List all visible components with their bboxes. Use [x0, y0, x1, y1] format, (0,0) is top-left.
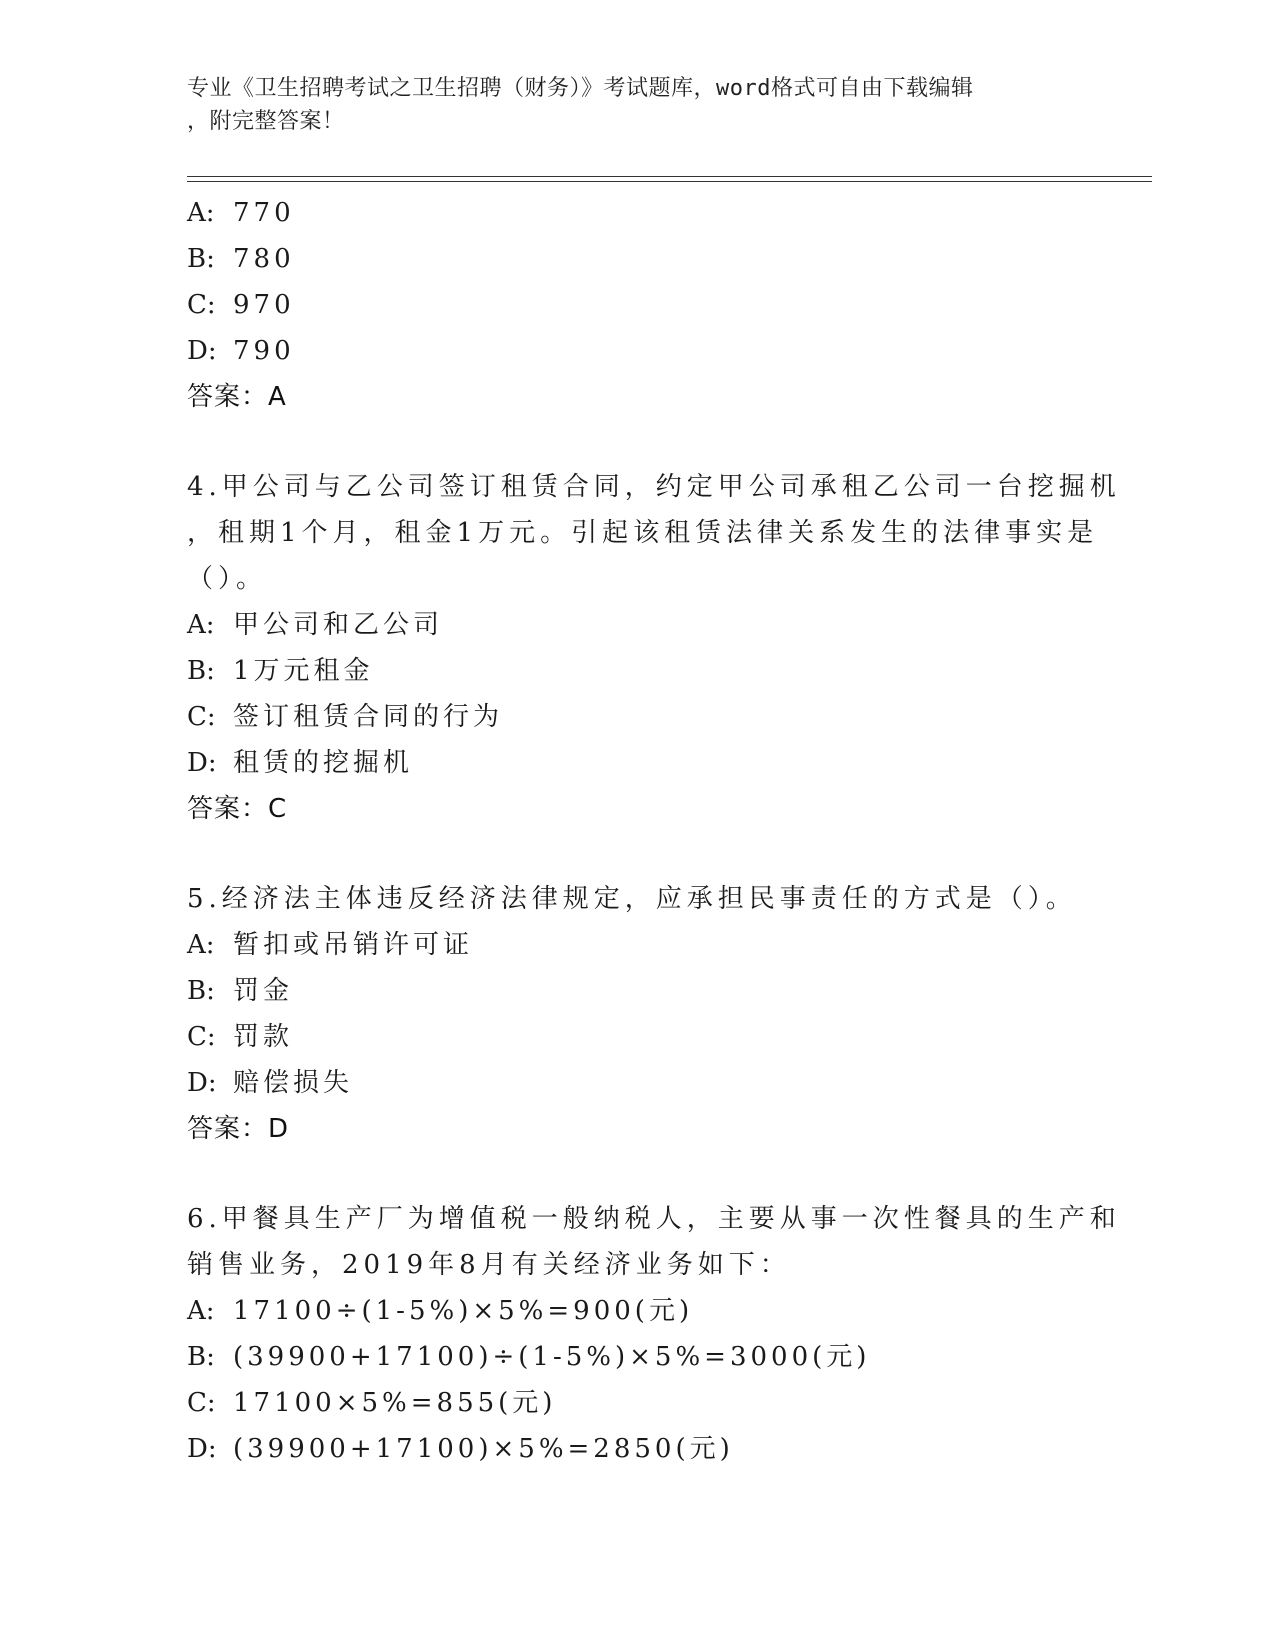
- option-text: 17100×5%=855(元): [233, 1388, 557, 1418]
- question-4-option-b: [187, 648, 1087, 694]
- question-4-stem: [187, 464, 1121, 602]
- option-key: A:: [187, 1296, 215, 1326]
- option-key: D:: [187, 336, 217, 366]
- question-4-option-a: [187, 602, 1087, 648]
- question-3-answer: 答案：A: [187, 382, 287, 412]
- question-6-stem-line-1: 6.甲餐具生产厂为增值税一般纳税人，主要从事一次性餐具的生产和: [187, 1204, 1121, 1234]
- question-6-option-c: [187, 1380, 1087, 1426]
- question-4-answer: 答案：C: [187, 794, 288, 824]
- option-key: B:: [187, 656, 215, 686]
- question-5-option-d: [187, 1060, 1087, 1106]
- header-divider-top: [187, 176, 1152, 177]
- question-6-option-b: [187, 1334, 1087, 1380]
- option-key: B:: [187, 244, 215, 274]
- question-5-option-b: [187, 968, 1087, 1014]
- option-text: 970: [233, 290, 295, 320]
- header-title-line-2: ，附完整答案！: [187, 109, 345, 134]
- section-spacer: [187, 832, 1087, 876]
- question-5-answer: 答案：D: [187, 1114, 290, 1144]
- option-text: 1万元租金: [233, 656, 374, 686]
- option-key: A:: [187, 930, 215, 960]
- option-text: 罚款: [233, 1022, 294, 1052]
- option-text: 17100÷(1-5%)×5%=900(元): [233, 1296, 694, 1326]
- question-6-stem-line-2: 销售业务，2019年8月有关经济业务如下：: [187, 1250, 791, 1280]
- option-text: 770: [233, 198, 295, 228]
- question-4-stem-line-1: 4.甲公司与乙公司签订租赁合同，约定甲公司承租乙公司一台挖掘机: [187, 472, 1121, 502]
- question-5-option-c: [187, 1014, 1087, 1060]
- option-text: 罚金: [233, 976, 294, 1006]
- question-4-stem-line-2: ，租期1个月，租金1万元。引起该租赁法律关系发生的法律事实是: [187, 518, 1099, 548]
- option-key: C:: [187, 1022, 216, 1052]
- option-key: B:: [187, 976, 215, 1006]
- question-5-option-a: [187, 922, 1087, 968]
- option-key: A:: [187, 610, 215, 640]
- option-key: D:: [187, 1068, 217, 1098]
- option-key: C:: [187, 1388, 216, 1418]
- question-4-option-c: [187, 694, 1087, 740]
- option-text: (39900+17100)×5%=2850(元): [233, 1434, 734, 1464]
- option-text: 赔偿损失: [233, 1068, 354, 1098]
- option-key: C:: [187, 290, 216, 320]
- question-5-stem: [187, 876, 1087, 922]
- option-text: 甲公司和乙公司: [233, 610, 444, 640]
- option-key: D:: [187, 748, 217, 778]
- question-3-option-d: [187, 328, 1087, 374]
- question-4: [187, 464, 1121, 832]
- option-text: (39900+17100)÷(1-5%)×5%=3000(元): [233, 1342, 871, 1372]
- question-6-option-d: [187, 1426, 1087, 1472]
- option-key: A:: [187, 198, 215, 228]
- question-4-option-d: [187, 740, 1087, 786]
- option-key: C:: [187, 702, 216, 732]
- question-5-stem-line-1: 5.经济法主体违反经济法律规定，应承担民事责任的方式是（）。: [187, 884, 1077, 914]
- option-text: 签订租赁合同的行为: [233, 702, 504, 732]
- question-4-stem-line-3: （）。: [187, 564, 268, 594]
- option-text: 租赁的挖掘机: [233, 748, 414, 778]
- option-text: 暂扣或吊销许可证: [233, 930, 474, 960]
- option-key: D:: [187, 1434, 217, 1464]
- question-3: [187, 190, 1087, 420]
- option-text: 790: [233, 336, 295, 366]
- section-spacer: [187, 1152, 1087, 1196]
- document-header: [187, 72, 1067, 138]
- question-6-stem: [187, 1196, 1121, 1288]
- header-divider-bottom: [187, 181, 1152, 182]
- question-6-option-a: [187, 1288, 1087, 1334]
- question-3-option-a: [187, 190, 1087, 236]
- option-key: B:: [187, 1342, 215, 1372]
- header-title-line-1: 专业《卫生招聘考试之卫生招聘（财务）》考试题库，word格式可自由下载编辑: [187, 76, 974, 101]
- question-3-option-c: [187, 282, 1087, 328]
- question-list: [187, 190, 1121, 1472]
- section-spacer: [187, 420, 1087, 464]
- option-text: 780: [233, 244, 295, 274]
- question-3-option-b: [187, 236, 1087, 282]
- question-6: [187, 1196, 1121, 1472]
- question-5: [187, 876, 1087, 1152]
